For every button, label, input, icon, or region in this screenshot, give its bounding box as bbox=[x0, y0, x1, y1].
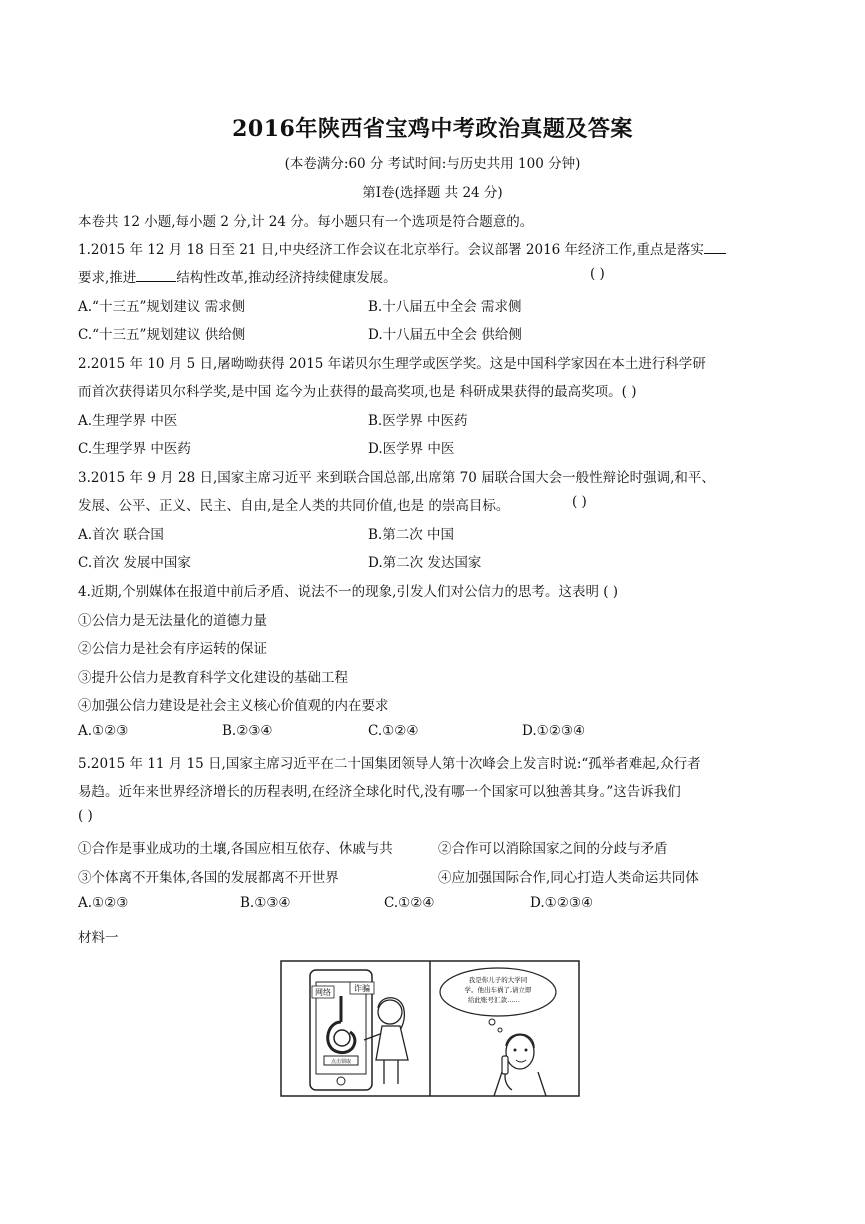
q3-stem-line1: 3.2015 年 9 月 28 日,国家主席习近平 来到联合国总部,出席第 70 届联合国大会一般性辩论时强调,和平、 bbox=[78, 470, 715, 486]
q3-stem-line2: 发展、公平、正义、民主、自由,是全人类的共同价值,也是 的崇高目标。 bbox=[78, 498, 510, 514]
q5-answer-paren: ( ) bbox=[78, 808, 93, 824]
q5-option-b: B.①③④ bbox=[240, 895, 291, 911]
q4-statement-2: ②公信力是社会有序运转的保证 bbox=[78, 641, 267, 657]
q2-option-a: A.生理学界 中医 bbox=[78, 413, 178, 429]
sign-right-label: 诈骗 bbox=[354, 984, 370, 993]
section-heading: 第Ⅰ卷(选择题 共 24 分) bbox=[362, 185, 503, 201]
q5-statement-2: ②合作可以消除国家之间的分歧与矛盾 bbox=[438, 841, 668, 857]
fraud-cartoon bbox=[280, 960, 580, 1097]
speech-line-2: 学。他出车祸了,请立即 bbox=[464, 986, 532, 994]
q4-option-b: B.②③④ bbox=[222, 723, 273, 739]
q3-answer-paren: ( ) bbox=[572, 494, 587, 510]
q1-blank-2 bbox=[136, 267, 176, 282]
page-title: 2016年陕西省宝鸡中考政治真题及答案 bbox=[232, 116, 633, 142]
q1-option-d: D.十八届五中全会 供给侧 bbox=[368, 327, 522, 343]
q1-blank-1 bbox=[704, 239, 726, 254]
q4-statement-1: ①公信力是无法量化的道德力量 bbox=[78, 613, 267, 629]
q5-stem-line1: 5.2015 年 11 月 15 日,国家主席习近平在二十国集团领导人第十次峰会上发言时说:“孤举者难起,众行者 bbox=[78, 756, 701, 772]
girl-figure bbox=[378, 1000, 402, 1024]
man-figure bbox=[506, 1035, 534, 1069]
q2-stem-line2: 而首次获得诺贝尔科学奖,是中国 迄今为止获得的最高奖项,也是 科研成果获得的最高奖项。( ) bbox=[78, 384, 637, 400]
speech-line-1: 我是你儿子的大学同 bbox=[468, 976, 528, 984]
q5-option-c: C.①②④ bbox=[384, 895, 435, 911]
q4-statement-3: ③提升公信力是教育科学文化建设的基础工程 bbox=[78, 670, 348, 686]
q4-option-a: A.①②③ bbox=[78, 723, 129, 739]
q2-stem-line1: 2.2015 年 10 月 5 日,屠呦呦获得 2015 年诺贝尔生理学或医学奖。这是中国科学家因在本土进行科学研 bbox=[78, 356, 706, 372]
q3-option-c: C.首次 发展中国家 bbox=[78, 555, 191, 571]
exam-subtitle: (本卷满分:60 分 考试时间:与历史共用 100 分钟) bbox=[284, 156, 581, 172]
speech-line-3: 给此账号汇款…… bbox=[468, 996, 520, 1004]
q1-stem-line2: 要求,推进 结构性改革,推动经济持续健康发展。 bbox=[78, 266, 397, 286]
q3-option-a: A.首次 联合国 bbox=[78, 527, 164, 543]
sign-left-label: 网络 bbox=[315, 988, 331, 997]
q1-stem-line1: 1.2015 年 12 月 18 日至 21 日,中央经济工作会议在北京举行。会议部署 2016 年经济工作,重点是落实 bbox=[78, 238, 726, 258]
material-label: 材料一 bbox=[78, 930, 119, 946]
q2-option-d: D.医学界 中医 bbox=[368, 441, 455, 457]
q5-stem-line2: 易趋。近年来世界经济增长的历程表明,在经济全球化时代,没有哪一个国家可以独善其身。”这告诉我们 bbox=[78, 784, 681, 800]
q4-option-c: C.①②④ bbox=[368, 723, 419, 739]
q1-answer-paren: ( ) bbox=[590, 266, 605, 282]
q2-option-c: C.生理学界 中医药 bbox=[78, 441, 191, 457]
q4-statement-4: ④加强公信力建设是社会主义核心价值观的内在要求 bbox=[78, 698, 389, 714]
q5-statement-4: ④应加强国际合作,同心打造人类命运共同体 bbox=[438, 870, 699, 886]
q5-statement-3: ③个体离不开集体,各国的发展都离不开世界 bbox=[78, 870, 339, 886]
q5-option-d: D.①②③④ bbox=[530, 895, 594, 911]
q3-option-b: B.第二次 中国 bbox=[368, 527, 455, 543]
q1-option-a: A.“十三五”规划建议 需求侧 bbox=[78, 299, 246, 315]
instructions: 本卷共 12 小题,每小题 2 分,计 24 分。每小题只有一个选项是符合题意的。 bbox=[78, 214, 534, 230]
click-button-label: 点击领取 bbox=[330, 1059, 352, 1065]
q4-stem: 4.近期,个别媒体在报道中前后矛盾、说法不一的现象,引发人们对公信力的思考。这表明 ( ) bbox=[78, 584, 619, 600]
q5-statement-1: ①合作是事业成功的土壤,各国应相互依存、休戚与共 bbox=[78, 841, 393, 857]
q2-option-b: B.医学界 中医药 bbox=[368, 413, 468, 429]
q1-option-c: C.“十三五”规划建议 供给侧 bbox=[78, 327, 246, 343]
q5-option-a: A.①②③ bbox=[78, 895, 129, 911]
q3-option-d: D.第二次 发达国家 bbox=[368, 555, 482, 571]
q1-option-b: B.十八届五中全会 需求侧 bbox=[368, 299, 522, 315]
q4-option-d: D.①②③④ bbox=[522, 723, 586, 739]
